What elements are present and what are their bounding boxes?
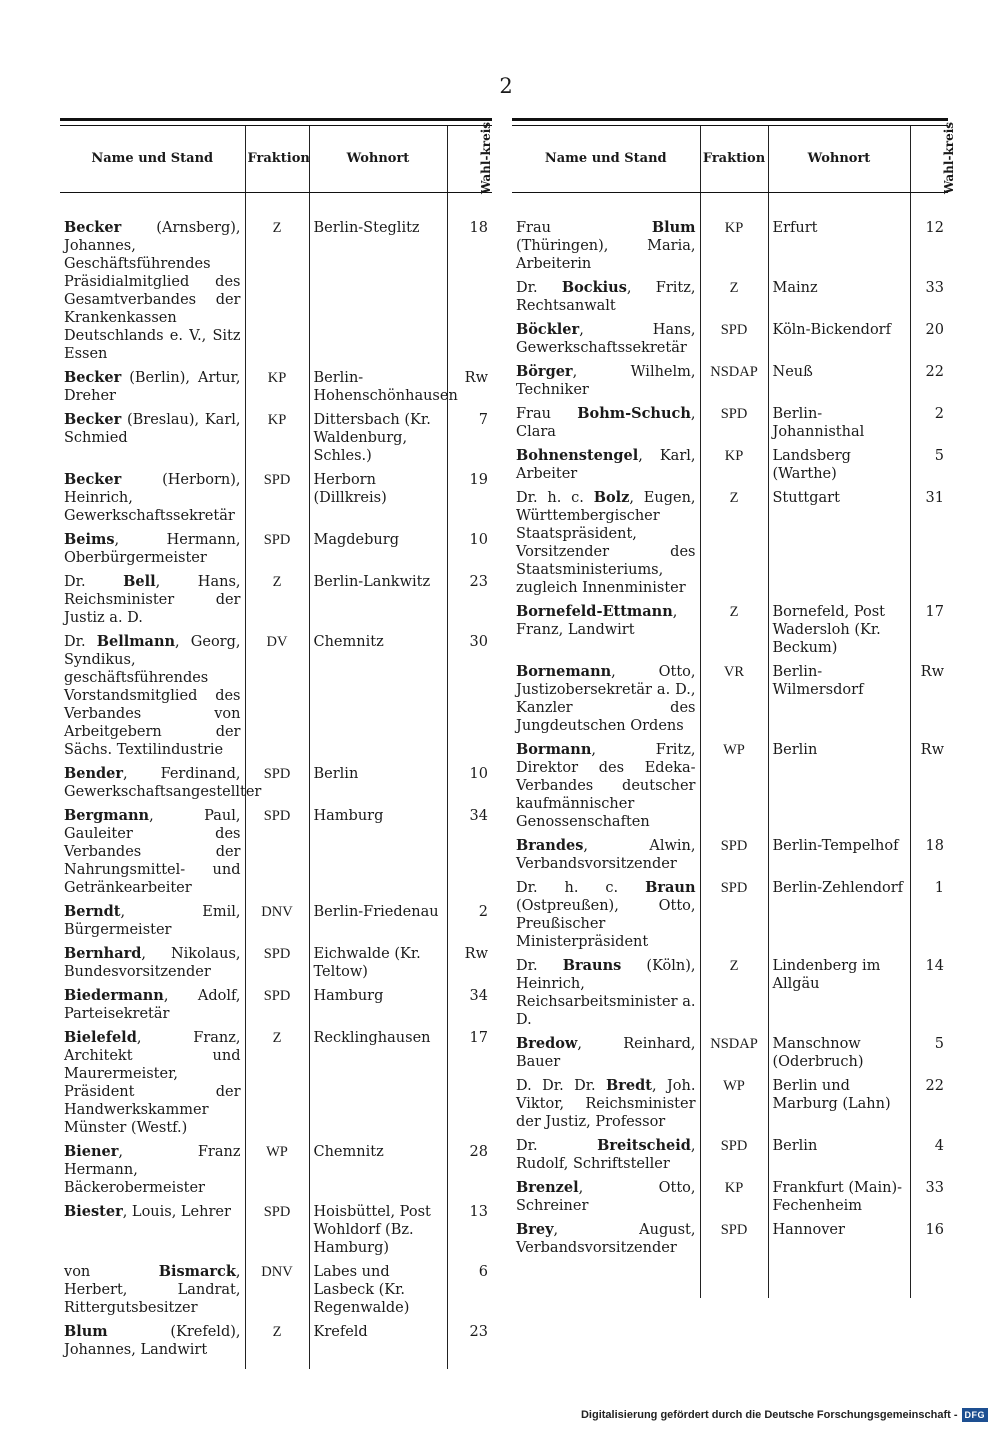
member-wohnort: Berlin [768, 1135, 910, 1177]
member-details: (Arnsberg), Johannes, Geschäftsführendes Präsidialmitglied des Gesamtverbandes der Krankenkassen Deutschlands e. V., Sitz Essen [64, 220, 241, 362]
header-name: Name und Stand [512, 126, 700, 193]
member-surname: Bredt [606, 1077, 652, 1094]
member-details: , Wilhelm, Techniker [516, 364, 696, 398]
member-wohnort: Mainz [768, 277, 910, 319]
member-fraktion: SPD [245, 529, 309, 571]
member-wohnort: Berlin und Marburg (Lahn) [768, 1075, 910, 1135]
member-details: , Clara [516, 406, 696, 440]
member-row [512, 1177, 948, 1219]
member-details: , August, Verbandsvorsitzender [516, 1222, 696, 1256]
member-surname: Becker [64, 369, 122, 386]
member-wohnort: Berlin-Lankwitz [309, 571, 447, 631]
member-name [512, 1135, 700, 1177]
left-column [60, 118, 493, 1358]
member-row [512, 193, 948, 278]
member-surname: Brauns [562, 957, 622, 974]
member-details: , Rudolf, Schriftsteller [516, 1138, 696, 1172]
member-fraktion: SPD [245, 805, 309, 901]
header-wohnort: Wohnort [309, 126, 447, 193]
member-wohnort: Köln-Bickendorf [768, 319, 910, 361]
member-title: Dr. [64, 634, 97, 650]
member-title: Dr. [516, 1138, 598, 1154]
member-wahlkreis: 5 [910, 445, 948, 487]
member-name [512, 319, 700, 361]
member-name [512, 1177, 700, 1219]
member-wohnort: Stuttgart [768, 487, 910, 601]
member-wohnort: Erfurt [768, 193, 910, 278]
member-fraktion: WP [700, 1075, 768, 1135]
member-wahlkreis: 23 [447, 571, 492, 631]
member-wohnort: Chemnitz [309, 1141, 447, 1201]
member-wahlkreis: 34 [447, 985, 492, 1027]
member-details: , Karl, Arbeiter [516, 448, 696, 482]
member-row [60, 1141, 492, 1201]
member-fraktion: Z [700, 487, 768, 601]
member-surname: Bohnenstengel [516, 447, 639, 464]
member-details: , Herbert, Landrat, Rittergutsbesitzer [64, 1264, 241, 1316]
member-name [60, 985, 245, 1027]
member-row [512, 277, 948, 319]
member-row [512, 1033, 948, 1075]
member-fraktion: SPD [245, 943, 309, 985]
member-wahlkreis: 10 [447, 763, 492, 805]
member-details: , Hans, Reichsminister der Justiz a. D. [64, 574, 241, 626]
member-details: , Fritz, Rechtsanwalt [516, 280, 696, 314]
page-number: 2 [499, 74, 513, 98]
member-wohnort: Berlin-Tempelhof [768, 835, 910, 877]
member-name [60, 1141, 245, 1201]
member-name [60, 529, 245, 571]
member-wohnort: Manschnow (Oderbruch) [768, 1033, 910, 1075]
member-wohnort: Magdeburg [309, 529, 447, 571]
member-row [60, 193, 492, 368]
member-wahlkreis: 16 [910, 1219, 948, 1261]
member-title: Frau [516, 406, 578, 422]
filler-cell [60, 1363, 245, 1369]
member-wahlkreis: 10 [447, 529, 492, 571]
header-wohnort: Wohnort [768, 126, 910, 193]
member-wahlkreis: 18 [910, 835, 948, 877]
member-row [60, 529, 492, 571]
member-wohnort: Neuß [768, 361, 910, 403]
member-wahlkreis: 17 [447, 1027, 492, 1141]
top-rule [512, 118, 948, 126]
member-wahlkreis: 28 [447, 1141, 492, 1201]
top-rule [60, 118, 492, 126]
member-wahlkreis: 7 [447, 409, 492, 469]
member-details: , Emil, Bürgermeister [64, 904, 241, 938]
member-name [60, 1321, 245, 1363]
member-row [60, 469, 492, 529]
member-row [60, 1201, 492, 1261]
member-fraktion: KP [700, 445, 768, 487]
member-wahlkreis: Rw [447, 943, 492, 985]
member-table-left [60, 121, 493, 1369]
member-fraktion: SPD [700, 1219, 768, 1261]
member-details: (Ostpreußen), Otto, Preußischer Ministerpräsident [516, 898, 696, 950]
member-fraktion: KP [245, 367, 309, 409]
member-wohnort: Berlin-Johannisthal [768, 403, 910, 445]
member-wohnort: Hamburg [309, 985, 447, 1027]
member-details: , Joh. Viktor, Reichsminister der Justiz, Professor [516, 1078, 696, 1130]
member-name [60, 631, 245, 763]
member-name [60, 367, 245, 409]
member-name [512, 445, 700, 487]
member-wahlkreis: 20 [910, 319, 948, 361]
member-name [512, 1219, 700, 1261]
member-title: Dr. [64, 574, 124, 590]
member-wohnort: Berlin-Friedenau [309, 901, 447, 943]
footer [581, 1408, 988, 1422]
member-name [60, 1027, 245, 1141]
member-row [512, 445, 948, 487]
member-details: (Breslau), Karl, Schmied [64, 412, 241, 446]
filler-cell [700, 1261, 768, 1298]
member-row [512, 487, 948, 601]
member-row [60, 1027, 492, 1141]
member-surname: Bismarck [158, 1263, 236, 1280]
member-fraktion: SPD [245, 763, 309, 805]
member-name [60, 901, 245, 943]
member-fraktion: Z [700, 955, 768, 1033]
member-row [512, 1219, 948, 1261]
member-fraktion: SPD [700, 835, 768, 877]
member-name [60, 193, 245, 368]
member-surname: Biedermann [64, 987, 164, 1004]
member-fraktion: NSDAP [700, 361, 768, 403]
member-wahlkreis: Rw [910, 739, 948, 835]
member-name [60, 571, 245, 631]
filler-cell [245, 1363, 309, 1369]
member-details: , Fritz, Direktor des Edeka-Verbandes deutscher kaufmännischer Genossenschaften [516, 742, 696, 830]
member-wahlkreis: 2 [447, 901, 492, 943]
member-name [512, 661, 700, 739]
member-surname: Bornemann [516, 663, 612, 680]
member-wohnort: Recklinghausen [309, 1027, 447, 1141]
member-surname: Blum [651, 219, 696, 236]
member-wohnort: Krefeld [309, 1321, 447, 1363]
member-wohnort: Berlin-Zehlendorf [768, 877, 910, 955]
member-fraktion: Z [700, 277, 768, 319]
member-surname: Bergmann [64, 807, 150, 824]
header-wahlkreis: Wahl-kreis [447, 126, 492, 193]
member-details: , Georg, Syndikus, geschäftsführendes Vorstandsmitglied des Verbandes von Arbeitgebern der Sächs. Textilindustrie [64, 634, 241, 758]
member-surname: Becker [64, 411, 122, 428]
member-row [512, 955, 948, 1033]
member-wohnort: Landsberg (Warthe) [768, 445, 910, 487]
member-fraktion: WP [245, 1141, 309, 1201]
member-surname: Bormann [516, 741, 592, 758]
member-name [512, 361, 700, 403]
member-name [512, 955, 700, 1033]
member-title: Dr. h. c. [516, 880, 646, 896]
member-surname: Biener [64, 1143, 119, 1160]
member-wahlkreis: 31 [910, 487, 948, 601]
member-fraktion: SPD [245, 985, 309, 1027]
member-wahlkreis: 18 [447, 193, 492, 368]
member-row [60, 571, 492, 631]
member-name [512, 877, 700, 955]
member-row [60, 805, 492, 901]
header-fraktion: Fraktion [245, 126, 309, 193]
member-details: , Hans, Gewerkschaftssekretär [516, 322, 696, 356]
member-details: , Ferdinand, Gewerkschaftsangestellter [64, 766, 262, 800]
filler-cell [309, 1363, 447, 1369]
member-details: , Reinhard, Bauer [516, 1036, 696, 1070]
member-wahlkreis: 33 [910, 277, 948, 319]
member-row [512, 739, 948, 835]
member-wohnort: Berlin [768, 739, 910, 835]
member-title: Dr. [516, 958, 563, 974]
member-fraktion: DNV [245, 901, 309, 943]
member-surname: Bender [64, 765, 124, 782]
member-row [60, 631, 492, 763]
member-name [512, 277, 700, 319]
member-surname: Bernhard [64, 945, 142, 962]
member-row [60, 763, 492, 805]
member-fraktion: SPD [700, 319, 768, 361]
member-surname: Bellmann [96, 633, 176, 650]
member-row [512, 877, 948, 955]
member-title: Dr. [516, 280, 562, 296]
member-wohnort: Lindenberg im Allgäu [768, 955, 910, 1033]
member-wahlkreis: 34 [447, 805, 492, 901]
member-row [60, 1321, 492, 1363]
member-title: von [64, 1264, 159, 1280]
member-row [60, 1261, 492, 1321]
member-details: (Köln), Heinrich, Reichsarbeitsminister a. D. [516, 958, 696, 1028]
filler-cell [512, 1261, 700, 1298]
right-column [512, 118, 956, 1298]
member-wahlkreis: 1 [910, 877, 948, 955]
member-surname: Becker [64, 219, 122, 236]
member-table-right [512, 121, 956, 1298]
filler-cell [910, 1261, 948, 1298]
member-wohnort: Hamburg [309, 805, 447, 901]
member-row [60, 409, 492, 469]
member-wohnort: Berlin-Wilmersdorf [768, 661, 910, 739]
member-surname: Bohm-Schuch [577, 405, 691, 422]
member-wahlkreis: Rw [447, 367, 492, 409]
member-fraktion: Z [245, 1321, 309, 1363]
member-fraktion: DNV [245, 1261, 309, 1321]
member-fraktion: SPD [700, 1135, 768, 1177]
member-surname: Braun [645, 879, 696, 896]
member-row [512, 319, 948, 361]
member-details: , Louis, Lehrer [122, 1204, 231, 1220]
member-wahlkreis: 23 [447, 1321, 492, 1363]
member-fraktion: WP [700, 739, 768, 835]
member-wohnort: Labes und Lasbeck (Kr. Regenwalde) [309, 1261, 447, 1321]
member-name [512, 739, 700, 835]
member-details: , Eugen, Württembergischer Staatspräsident, Vorsitzender des Staatsministeriums, zugleich Innenminister [516, 490, 696, 596]
member-fraktion: SPD [245, 469, 309, 529]
member-wohnort: Hannover [768, 1219, 910, 1261]
member-surname: Bielefeld [64, 1029, 137, 1046]
header-name: Name und Stand [60, 126, 245, 193]
member-wahlkreis: 13 [447, 1201, 492, 1261]
member-row [512, 1075, 948, 1135]
member-details: , Adolf, Parteisekretär [64, 988, 241, 1022]
member-surname: Biester [64, 1203, 123, 1220]
filler-cell [768, 1261, 910, 1298]
member-surname: Berndt [64, 903, 121, 920]
member-title: Dr. h. c. [516, 490, 594, 506]
member-name [512, 1033, 700, 1075]
member-fraktion: KP [700, 193, 768, 278]
member-name [512, 487, 700, 601]
member-fraktion: Z [245, 571, 309, 631]
member-wahlkreis: 17 [910, 601, 948, 661]
member-wahlkreis: 5 [910, 1033, 948, 1075]
member-details: , Otto, Schreiner [516, 1180, 696, 1214]
filler-cell [447, 1363, 492, 1369]
member-surname: Böckler [516, 321, 580, 338]
member-name [512, 193, 700, 278]
member-row [60, 367, 492, 409]
member-wohnort: Frankfurt (Main)-Fechenheim [768, 1177, 910, 1219]
member-details: , Otto, Justizobersekretär a. D., Kanzler des Jungdeutschen Ordens [516, 664, 696, 734]
header-fraktion: Fraktion [700, 126, 768, 193]
member-wahlkreis: 30 [447, 631, 492, 763]
member-fraktion: SPD [700, 877, 768, 955]
member-wohnort: Chemnitz [309, 631, 447, 763]
member-details: , Franz Hermann, Bäckerobermeister [64, 1144, 241, 1196]
member-wahlkreis: 2 [910, 403, 948, 445]
member-surname: Blum [64, 1323, 108, 1340]
member-surname: Becker [64, 471, 122, 488]
member-name [60, 763, 262, 805]
member-title: Frau [516, 220, 652, 236]
member-wohnort: Eichwalde (Kr. Teltow) [309, 943, 447, 985]
member-fraktion: Z [700, 601, 768, 661]
member-details: (Berlin), Artur, Dreher [64, 370, 241, 404]
member-name [512, 403, 700, 445]
member-wohnort: Bornefeld, Post Wadersloh (Kr. Beckum) [768, 601, 910, 661]
member-wahlkreis: 6 [447, 1261, 492, 1321]
member-name [512, 1075, 700, 1135]
member-wohnort: Hoisbüttel, Post Wohldorf (Bz. Hamburg) [309, 1201, 447, 1261]
member-surname: Bell [123, 573, 156, 590]
member-row [60, 985, 492, 1027]
member-surname: Breitscheid [597, 1137, 691, 1154]
member-wahlkreis: 22 [910, 1075, 948, 1135]
member-details: , Hermann, Oberbürgermeister [64, 532, 241, 566]
member-wahlkreis: 14 [910, 955, 948, 1033]
dfg-logo-icon: DFG [962, 1408, 989, 1422]
member-details: , Nikolaus, Bundesvorsitzender [64, 946, 241, 980]
member-row [512, 1135, 948, 1177]
member-fraktion: SPD [700, 403, 768, 445]
member-fraktion: Z [245, 193, 309, 368]
member-wahlkreis: 12 [910, 193, 948, 278]
member-surname: Beims [64, 531, 115, 548]
member-title: D. Dr. Dr. [516, 1078, 607, 1094]
member-surname: Bockius [561, 279, 627, 296]
member-details: , Alwin, Verbandsvorsitzender [516, 838, 696, 872]
member-name [60, 409, 245, 469]
member-details: (Thüringen), Maria, Arbeiterin [516, 238, 696, 272]
member-wohnort: Herborn (Dillkreis) [309, 469, 447, 529]
member-wohnort: Berlin-Steglitz [309, 193, 447, 368]
member-fraktion: KP [700, 1177, 768, 1219]
member-name [512, 601, 700, 661]
member-name [60, 469, 245, 529]
member-row [512, 361, 948, 403]
member-fraktion: KP [245, 409, 309, 469]
member-row [512, 601, 948, 661]
member-wohnort: Dittersbach (Kr. Waldenburg, Schles.) [309, 409, 447, 469]
member-wohnort: Berlin-Hohenschönhausen [309, 367, 447, 409]
member-fraktion: SPD [245, 1201, 309, 1261]
column-filler [60, 1363, 492, 1369]
member-row [60, 901, 492, 943]
member-fraktion: DV [245, 631, 309, 763]
member-surname: Börger [516, 363, 573, 380]
member-details: , Paul, Gauleiter des Verbandes der Nahrungsmittel- und Getränkearbeiter [64, 808, 241, 896]
member-row [60, 943, 492, 985]
member-surname: Bornefeld-Ettmann [516, 603, 673, 620]
member-details: (Krefeld), Johannes, Landwirt [64, 1324, 241, 1358]
member-wahlkreis: 4 [910, 1135, 948, 1177]
member-wohnort: Berlin [309, 763, 447, 805]
member-details: , Franz, Landwirt [516, 604, 678, 638]
member-surname: Bredow [516, 1035, 578, 1052]
member-fraktion: VR [700, 661, 768, 739]
column-filler [512, 1261, 948, 1298]
member-row [512, 403, 948, 445]
member-name [60, 943, 245, 985]
member-wahlkreis: 33 [910, 1177, 948, 1219]
footer-text: Digitalisierung gefördert durch die Deutsche Forschungsgemeinschaft - [580, 1409, 958, 1421]
member-details: (Herborn), Heinrich, Gewerkschaftssekretär [64, 472, 241, 524]
member-wahlkreis: 19 [447, 469, 492, 529]
member-surname: Brey [516, 1221, 554, 1238]
member-name [60, 805, 245, 901]
member-surname: Bolz [593, 489, 630, 506]
member-wahlkreis: Rw [910, 661, 948, 739]
header-wahlkreis: Wahl-kreis [910, 126, 948, 193]
member-row [512, 835, 948, 877]
member-surname: Brandes [516, 837, 584, 854]
member-wahlkreis: 22 [910, 361, 948, 403]
member-fraktion: NSDAP [700, 1033, 768, 1075]
member-row [512, 661, 948, 739]
member-details: , Franz, Architekt und Maurermeister, Präsident der Handwerkskammer Münster (Westf.) [64, 1030, 241, 1136]
member-fraktion: Z [245, 1027, 309, 1141]
member-name [60, 1201, 245, 1261]
member-surname: Brenzel [516, 1179, 579, 1196]
member-name [60, 1261, 245, 1321]
member-name [512, 835, 700, 877]
